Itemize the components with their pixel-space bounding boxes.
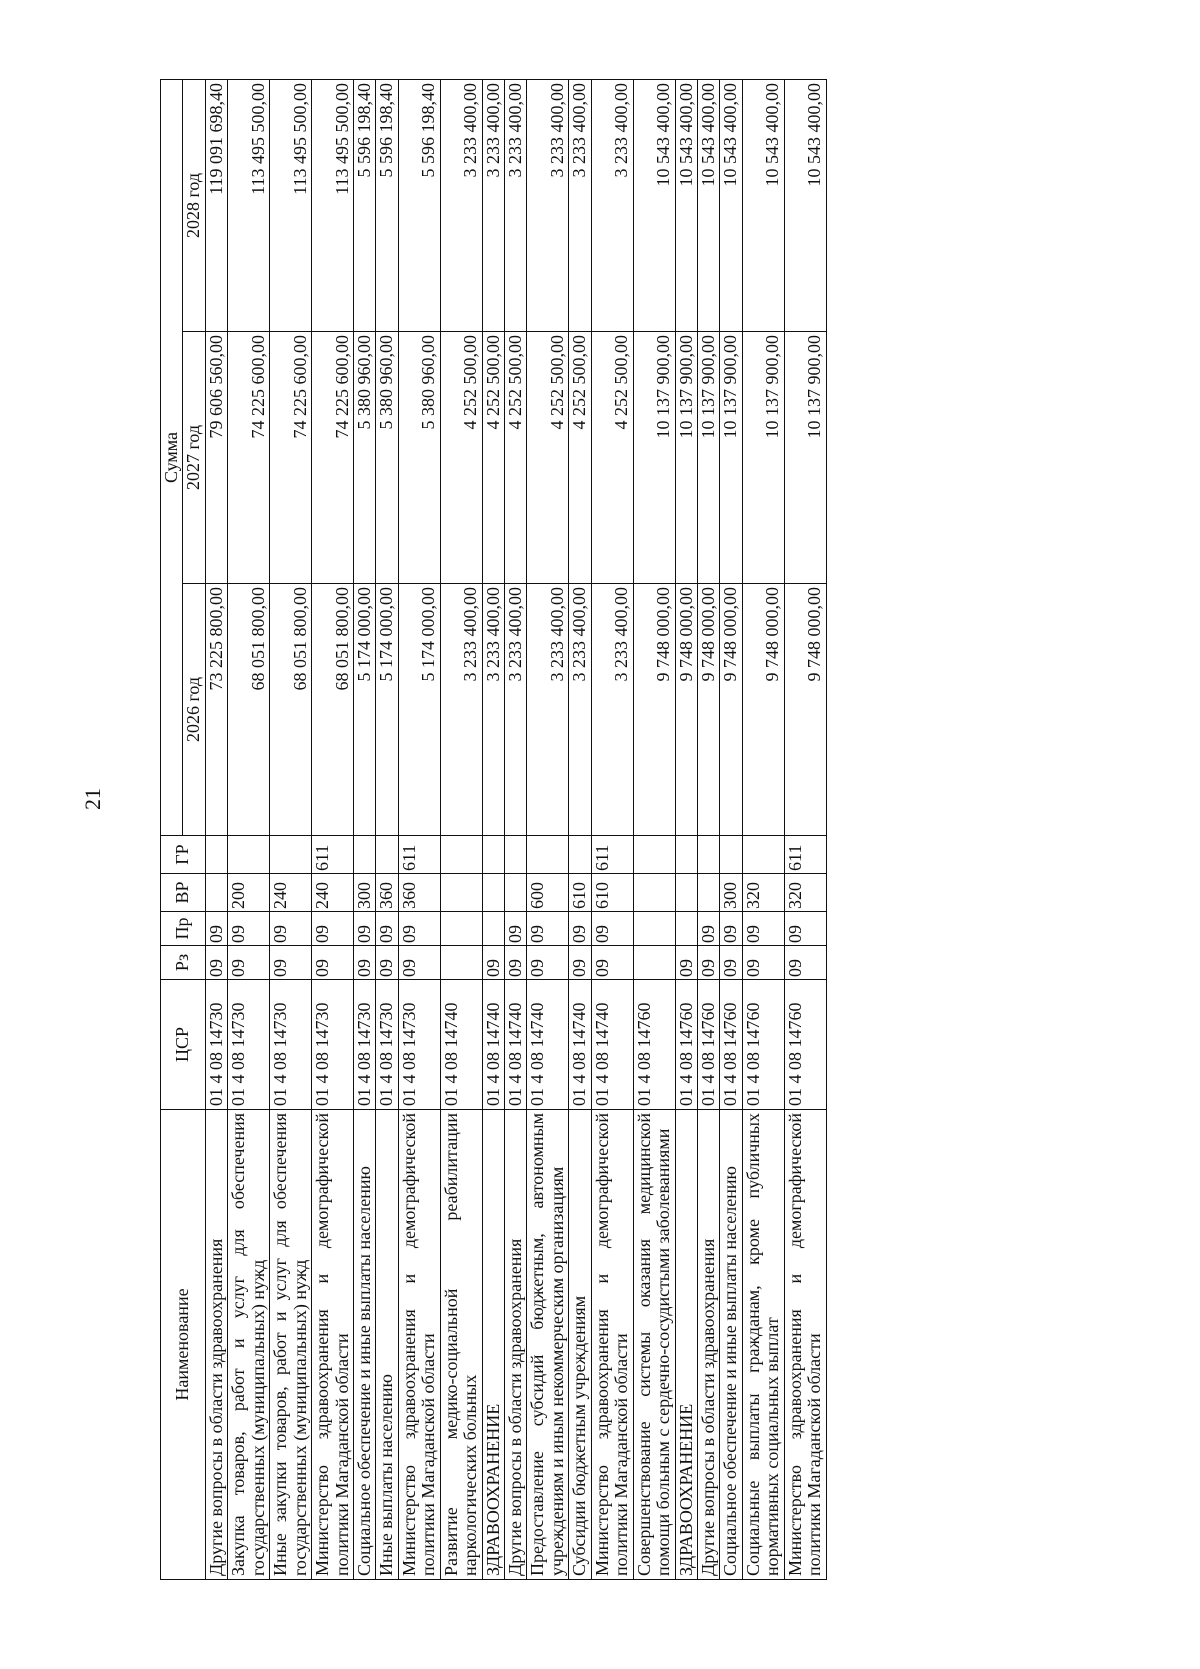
cell-2027: 5 380 960,00 bbox=[376, 332, 398, 584]
cell-2027: 10 137 900,00 bbox=[633, 332, 675, 584]
cell-gr bbox=[527, 836, 569, 874]
cell-2026: 3 233 400,00 bbox=[527, 584, 569, 836]
cell-csr: 01 4 08 14760 bbox=[633, 980, 675, 1110]
cell-pr: 09 bbox=[270, 912, 312, 946]
header-year-2028: 2028 год bbox=[183, 79, 205, 331]
cell-pr: 09 bbox=[228, 912, 270, 946]
cell-csr: 01 4 08 14740 bbox=[440, 980, 482, 1110]
table-row bbox=[527, 79, 569, 1579]
cell-2028: 10 543 400,00 bbox=[784, 79, 826, 331]
cell-csr: 01 4 08 14730 bbox=[353, 980, 375, 1110]
cell-rz: 09 bbox=[784, 946, 826, 980]
cell-2028: 113 495 500,00 bbox=[312, 79, 354, 331]
cell-pr bbox=[440, 912, 482, 946]
cell-pr: 09 bbox=[591, 912, 633, 946]
cell-gr bbox=[675, 836, 697, 874]
cell-rz: 09 bbox=[353, 946, 375, 980]
cell-2026: 9 748 000,00 bbox=[697, 584, 719, 836]
cell-2026: 3 233 400,00 bbox=[505, 584, 527, 836]
cell-2027: 74 225 600,00 bbox=[270, 332, 312, 584]
cell-csr: 01 4 08 14740 bbox=[482, 980, 504, 1110]
cell-csr: 01 4 08 14760 bbox=[784, 980, 826, 1110]
cell-csr: 01 4 08 14740 bbox=[527, 980, 569, 1110]
cell-2026: 3 233 400,00 bbox=[591, 584, 633, 836]
cell-gr bbox=[353, 836, 375, 874]
header-csr: ЦСР bbox=[161, 980, 206, 1110]
budget-table bbox=[160, 79, 827, 1580]
cell-pr: 09 bbox=[376, 912, 398, 946]
cell-2027: 10 137 900,00 bbox=[742, 332, 784, 584]
cell-2028: 3 233 400,00 bbox=[591, 79, 633, 331]
cell-2026: 9 748 000,00 bbox=[633, 584, 675, 836]
table-row bbox=[505, 79, 527, 1579]
header-gr: ГР bbox=[161, 836, 206, 874]
cell-vr bbox=[697, 874, 719, 912]
cell-rz: 09 bbox=[591, 946, 633, 980]
cell-gr: 611 bbox=[398, 836, 440, 874]
table-row bbox=[742, 79, 784, 1579]
cell-csr: 01 4 08 14760 bbox=[720, 980, 742, 1110]
cell-2027: 4 252 500,00 bbox=[482, 332, 504, 584]
cell-csr: 01 4 08 14730 bbox=[228, 980, 270, 1110]
cell-csr: 01 4 08 14760 bbox=[675, 980, 697, 1110]
cell-csr: 01 4 08 14730 bbox=[270, 980, 312, 1110]
cell-2026: 5 174 000,00 bbox=[376, 584, 398, 836]
cell-2027: 5 380 960,00 bbox=[398, 332, 440, 584]
cell-2028: 113 495 500,00 bbox=[228, 79, 270, 331]
cell-2026: 5 174 000,00 bbox=[353, 584, 375, 836]
cell-vr: 300 bbox=[720, 874, 742, 912]
table-row bbox=[270, 79, 312, 1579]
cell-2028: 10 543 400,00 bbox=[675, 79, 697, 331]
cell-rz: 09 bbox=[376, 946, 398, 980]
cell-2028: 3 233 400,00 bbox=[569, 79, 591, 331]
cell-2027: 10 137 900,00 bbox=[784, 332, 826, 584]
cell-2028: 119 091 698,40 bbox=[205, 79, 227, 331]
table-row bbox=[353, 79, 375, 1579]
cell-name: Другие вопросы в области здравоохранения bbox=[205, 1110, 227, 1580]
cell-gr bbox=[720, 836, 742, 874]
cell-name: Предоставление субсидий бюджетным, автономным учреждениям и иным некоммерческим организациям bbox=[527, 1110, 569, 1580]
cell-vr: 300 bbox=[353, 874, 375, 912]
cell-vr: 320 bbox=[742, 874, 784, 912]
cell-name: Иные закупки товаров, работ и услуг для обеспечения государственных (муниципальных) нужд bbox=[270, 1110, 312, 1580]
cell-2026: 3 233 400,00 bbox=[440, 584, 482, 836]
cell-pr bbox=[633, 912, 675, 946]
table-row bbox=[633, 79, 675, 1579]
cell-vr bbox=[675, 874, 697, 912]
cell-2026: 68 051 800,00 bbox=[228, 584, 270, 836]
header-pr: Пр bbox=[161, 912, 206, 946]
cell-2026: 9 748 000,00 bbox=[742, 584, 784, 836]
budget-table-container bbox=[160, 80, 1060, 1580]
cell-rz: 09 bbox=[697, 946, 719, 980]
cell-vr: 320 bbox=[784, 874, 826, 912]
cell-pr: 09 bbox=[742, 912, 784, 946]
cell-gr: 611 bbox=[784, 836, 826, 874]
cell-csr: 01 4 08 14740 bbox=[505, 980, 527, 1110]
cell-2027: 74 225 600,00 bbox=[312, 332, 354, 584]
cell-pr: 09 bbox=[505, 912, 527, 946]
cell-vr: 610 bbox=[591, 874, 633, 912]
cell-2026: 9 748 000,00 bbox=[784, 584, 826, 836]
cell-2028: 3 233 400,00 bbox=[440, 79, 482, 331]
cell-rz: 09 bbox=[398, 946, 440, 980]
cell-rz: 09 bbox=[505, 946, 527, 980]
header-rz: Рз bbox=[161, 946, 206, 980]
cell-rz bbox=[633, 946, 675, 980]
cell-gr bbox=[205, 836, 227, 874]
cell-2028: 3 233 400,00 bbox=[527, 79, 569, 331]
cell-name: Министерство здравоохранения и демографической политики Магаданской области bbox=[591, 1110, 633, 1580]
table-row bbox=[784, 79, 826, 1579]
cell-gr bbox=[633, 836, 675, 874]
cell-gr bbox=[270, 836, 312, 874]
table-row bbox=[720, 79, 742, 1579]
cell-gr: 611 bbox=[312, 836, 354, 874]
cell-2027: 79 606 560,00 bbox=[205, 332, 227, 584]
cell-name: Социальные выплаты гражданам, кроме публичных нормативных социальных выплат bbox=[742, 1110, 784, 1580]
cell-2028: 3 233 400,00 bbox=[505, 79, 527, 331]
cell-vr bbox=[505, 874, 527, 912]
cell-vr bbox=[633, 874, 675, 912]
cell-2028: 10 543 400,00 bbox=[697, 79, 719, 331]
cell-pr: 09 bbox=[784, 912, 826, 946]
header-year-2027: 2027 год bbox=[183, 332, 205, 584]
table-row bbox=[398, 79, 440, 1579]
cell-name: Министерство здравоохранения и демографической политики Магаданской области bbox=[784, 1110, 826, 1580]
cell-vr: 600 bbox=[527, 874, 569, 912]
cell-vr: 610 bbox=[569, 874, 591, 912]
table-row bbox=[228, 79, 270, 1579]
cell-csr: 01 4 08 14730 bbox=[398, 980, 440, 1110]
cell-rz: 09 bbox=[270, 946, 312, 980]
cell-name: Иные выплаты населению bbox=[376, 1110, 398, 1580]
cell-2028: 5 596 198,40 bbox=[398, 79, 440, 331]
table-body bbox=[205, 79, 826, 1579]
header-name: Наименование bbox=[161, 1110, 206, 1580]
cell-vr: 240 bbox=[270, 874, 312, 912]
table-row bbox=[312, 79, 354, 1579]
cell-name: Совершенствование системы оказания медицинской помощи больным с сердечно-сосудистыми заболеваниями bbox=[633, 1110, 675, 1580]
cell-rz: 09 bbox=[527, 946, 569, 980]
cell-vr: 360 bbox=[398, 874, 440, 912]
cell-pr: 09 bbox=[205, 912, 227, 946]
cell-name: Развитие медико-социальной реабилитации наркологических больных bbox=[440, 1110, 482, 1580]
cell-vr bbox=[482, 874, 504, 912]
table-row bbox=[376, 79, 398, 1579]
cell-rz: 09 bbox=[228, 946, 270, 980]
cell-gr bbox=[440, 836, 482, 874]
cell-gr bbox=[482, 836, 504, 874]
cell-rz bbox=[440, 946, 482, 980]
cell-pr: 09 bbox=[720, 912, 742, 946]
table-row bbox=[569, 79, 591, 1579]
cell-gr bbox=[505, 836, 527, 874]
cell-2028: 10 543 400,00 bbox=[720, 79, 742, 331]
cell-2026: 9 748 000,00 bbox=[720, 584, 742, 836]
cell-2026: 3 233 400,00 bbox=[569, 584, 591, 836]
cell-pr bbox=[675, 912, 697, 946]
cell-gr bbox=[742, 836, 784, 874]
cell-2027: 10 137 900,00 bbox=[697, 332, 719, 584]
cell-rz: 09 bbox=[742, 946, 784, 980]
cell-2026: 3 233 400,00 bbox=[482, 584, 504, 836]
cell-vr: 200 bbox=[228, 874, 270, 912]
cell-gr bbox=[569, 836, 591, 874]
header-sum: Сумма bbox=[161, 79, 183, 835]
cell-rz: 09 bbox=[720, 946, 742, 980]
cell-gr bbox=[376, 836, 398, 874]
cell-2027: 5 380 960,00 bbox=[353, 332, 375, 584]
table-row bbox=[675, 79, 697, 1579]
cell-vr bbox=[205, 874, 227, 912]
cell-2028: 113 495 500,00 bbox=[270, 79, 312, 331]
cell-csr: 01 4 08 14730 bbox=[376, 980, 398, 1110]
cell-2028: 10 543 400,00 bbox=[742, 79, 784, 331]
cell-rz: 09 bbox=[312, 946, 354, 980]
cell-vr: 240 bbox=[312, 874, 354, 912]
cell-2026: 68 051 800,00 bbox=[270, 584, 312, 836]
cell-name: Закупка товаров, работ и услуг для обеспечения государственных (муниципальных) нужд bbox=[228, 1110, 270, 1580]
cell-name: Социальное обеспечение и иные выплаты населению bbox=[720, 1110, 742, 1580]
cell-name: ЗДРАВООХРАНЕНИЕ bbox=[482, 1110, 504, 1580]
cell-2028: 5 596 198,40 bbox=[376, 79, 398, 331]
table-row bbox=[482, 79, 504, 1579]
cell-name: Социальное обеспечение и иные выплаты населению bbox=[353, 1110, 375, 1580]
cell-name: ЗДРАВООХРАНЕНИЕ bbox=[675, 1110, 697, 1580]
cell-csr: 01 4 08 14740 bbox=[591, 980, 633, 1110]
cell-name: Министерство здравоохранения и демографической политики Магаданской области bbox=[398, 1110, 440, 1580]
cell-2027: 4 252 500,00 bbox=[505, 332, 527, 584]
cell-name: Другие вопросы в области здравоохранения bbox=[505, 1110, 527, 1580]
cell-pr: 09 bbox=[398, 912, 440, 946]
cell-2026: 9 748 000,00 bbox=[675, 584, 697, 836]
cell-vr: 360 bbox=[376, 874, 398, 912]
cell-rz: 09 bbox=[675, 946, 697, 980]
cell-name: Другие вопросы в области здравоохранения bbox=[697, 1110, 719, 1580]
cell-2027: 10 137 900,00 bbox=[675, 332, 697, 584]
header-year-2026: 2026 год bbox=[183, 584, 205, 836]
cell-2027: 4 252 500,00 bbox=[591, 332, 633, 584]
cell-csr: 01 4 08 14730 bbox=[312, 980, 354, 1110]
table-row bbox=[697, 79, 719, 1579]
cell-csr: 01 4 08 14740 bbox=[569, 980, 591, 1110]
cell-gr bbox=[697, 836, 719, 874]
cell-2026: 68 051 800,00 bbox=[312, 584, 354, 836]
page-number: 21 bbox=[80, 788, 105, 810]
cell-gr bbox=[228, 836, 270, 874]
cell-2028: 10 543 400,00 bbox=[633, 79, 675, 331]
cell-rz: 09 bbox=[569, 946, 591, 980]
cell-csr: 01 4 08 14760 bbox=[742, 980, 784, 1110]
cell-csr: 01 4 08 14730 bbox=[205, 980, 227, 1110]
cell-2028: 5 596 198,40 bbox=[353, 79, 375, 331]
cell-name: Субсидии бюджетным учреждениям bbox=[569, 1110, 591, 1580]
cell-pr: 09 bbox=[312, 912, 354, 946]
cell-vr bbox=[440, 874, 482, 912]
cell-pr: 09 bbox=[697, 912, 719, 946]
cell-2028: 3 233 400,00 bbox=[482, 79, 504, 331]
cell-2027: 4 252 500,00 bbox=[527, 332, 569, 584]
table-row bbox=[440, 79, 482, 1579]
table-row bbox=[591, 79, 633, 1579]
header-vr: ВР bbox=[161, 874, 206, 912]
cell-2027: 74 225 600,00 bbox=[228, 332, 270, 584]
cell-rz: 09 bbox=[482, 946, 504, 980]
cell-pr: 09 bbox=[569, 912, 591, 946]
cell-2027: 10 137 900,00 bbox=[720, 332, 742, 584]
cell-2026: 73 225 800,00 bbox=[205, 584, 227, 836]
table-header bbox=[161, 79, 206, 1579]
cell-rz: 09 bbox=[205, 946, 227, 980]
table-row bbox=[205, 79, 227, 1579]
cell-csr: 01 4 08 14760 bbox=[697, 980, 719, 1110]
cell-gr: 611 bbox=[591, 836, 633, 874]
cell-2027: 4 252 500,00 bbox=[440, 332, 482, 584]
cell-pr: 09 bbox=[353, 912, 375, 946]
cell-pr: 09 bbox=[527, 912, 569, 946]
cell-name: Министерство здравоохранения и демографической политики Магаданской области bbox=[312, 1110, 354, 1580]
cell-2026: 5 174 000,00 bbox=[398, 584, 440, 836]
cell-pr bbox=[482, 912, 504, 946]
cell-2027: 4 252 500,00 bbox=[569, 332, 591, 584]
